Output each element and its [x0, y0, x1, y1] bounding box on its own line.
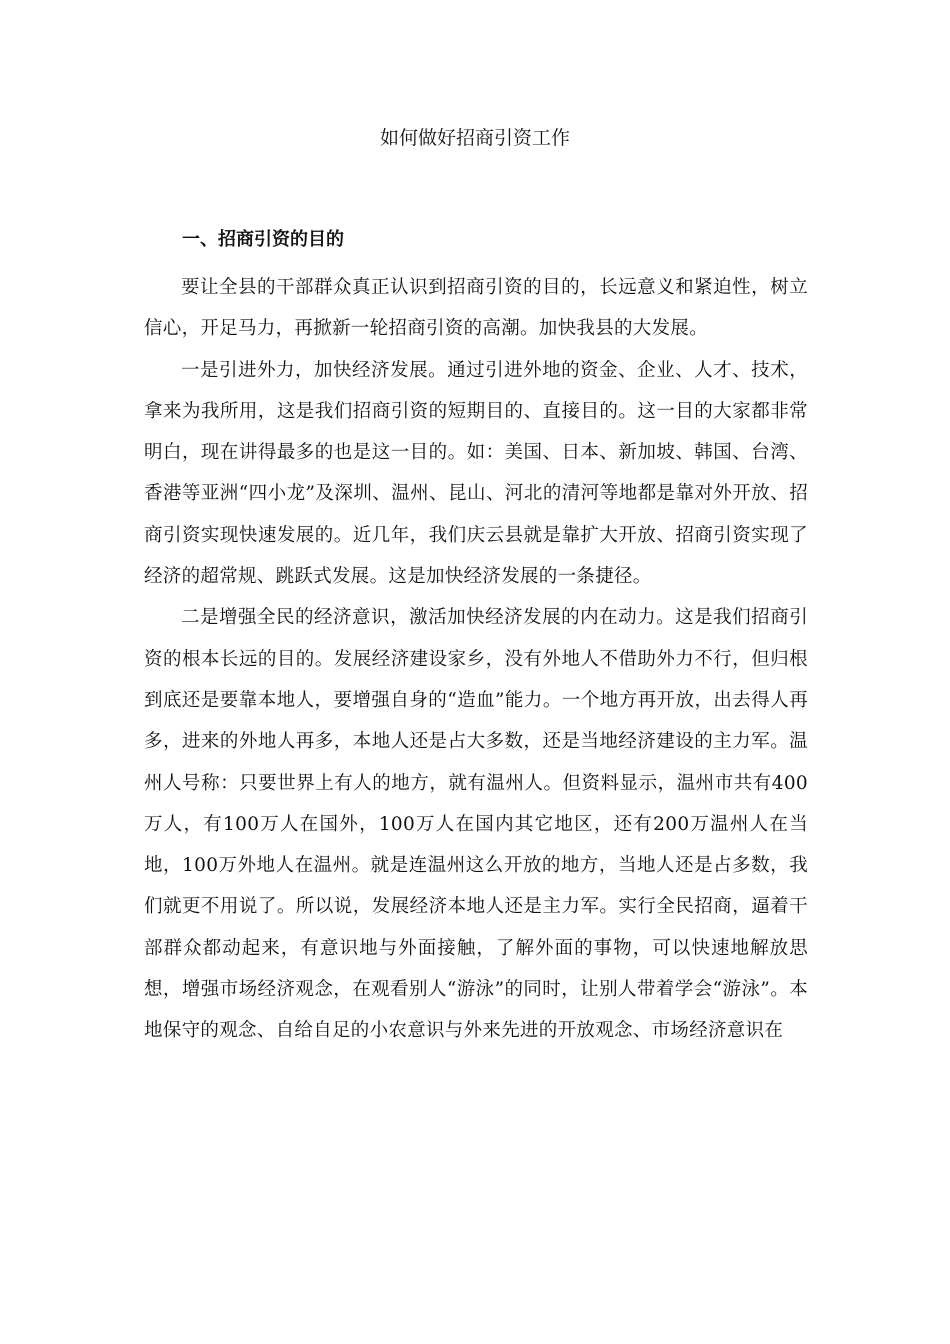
paragraph: 一是引进外力，加快经济发展。通过引进外地的资金、企业、人才、技术，拿来为我所用，这是我们招商引资的短期目的、直接目的。这一目的大家都非常明白，现在讲得最多的也是这一目的。如：美国、日本、新加坡、韩国、台湾、香港等亚洲“四小龙”及深圳、温州、昆山、河北的清河等地都是靠对外开放、招商引资实现快速发展的。近几年，我们庆云县就是靠扩大开放、招商引资实现了经济的超常规、跳跃式发展。这是加快经济发展的一条捷径。 — [144, 359, 808, 588]
document-title: 如何做好招商引资工作 — [379, 127, 570, 149]
paragraph: 二是增强全民的经济意识，激活加快经济发展的内在动力。这是我们招商引资的根本长远的目的。发展经济建设家乡，没有外地人不借助外力不行，但归根到底还是要靠本地人，要增强自身的“造血”能力。一个地方再开放，出去得人再多，进来的外地人再多，本地人还是占大多数，还是当地经济建设的主力军。温州人号称：只要世界上有人的地方，就有温州人。但资料显示，温州市共有400万人，有100万人在国外，100万人在国内其它地区，还有200万温州人在当地，100万外地人在温州。就是连温州这么开放的地方，当地人还是占多数，我们就更不用说了。所以说，发展经济本地人还是主力军。实行全民招商，逼着干部群众都动起来，有意识地与外面接触，了解外面的事物，可以快速地解放思想，增强市场经济观念，在观看别人“游泳”的同时，让别人带着学会“游泳”。本地保守的观念、自给自足的小农意识与外来先进的开放观念、市场经济意识在 — [144, 607, 808, 1042]
section-heading: 一、招商引资的目的 — [182, 229, 344, 250]
paragraph: 要让全县的干部群众真正认识到招商引资的目的，长远意义和紧迫性，树立信心，开足马力，再掀新一轮招商引资的高潮。加快我县的大发展。 — [144, 277, 808, 340]
document-body — [144, 267, 808, 1052]
